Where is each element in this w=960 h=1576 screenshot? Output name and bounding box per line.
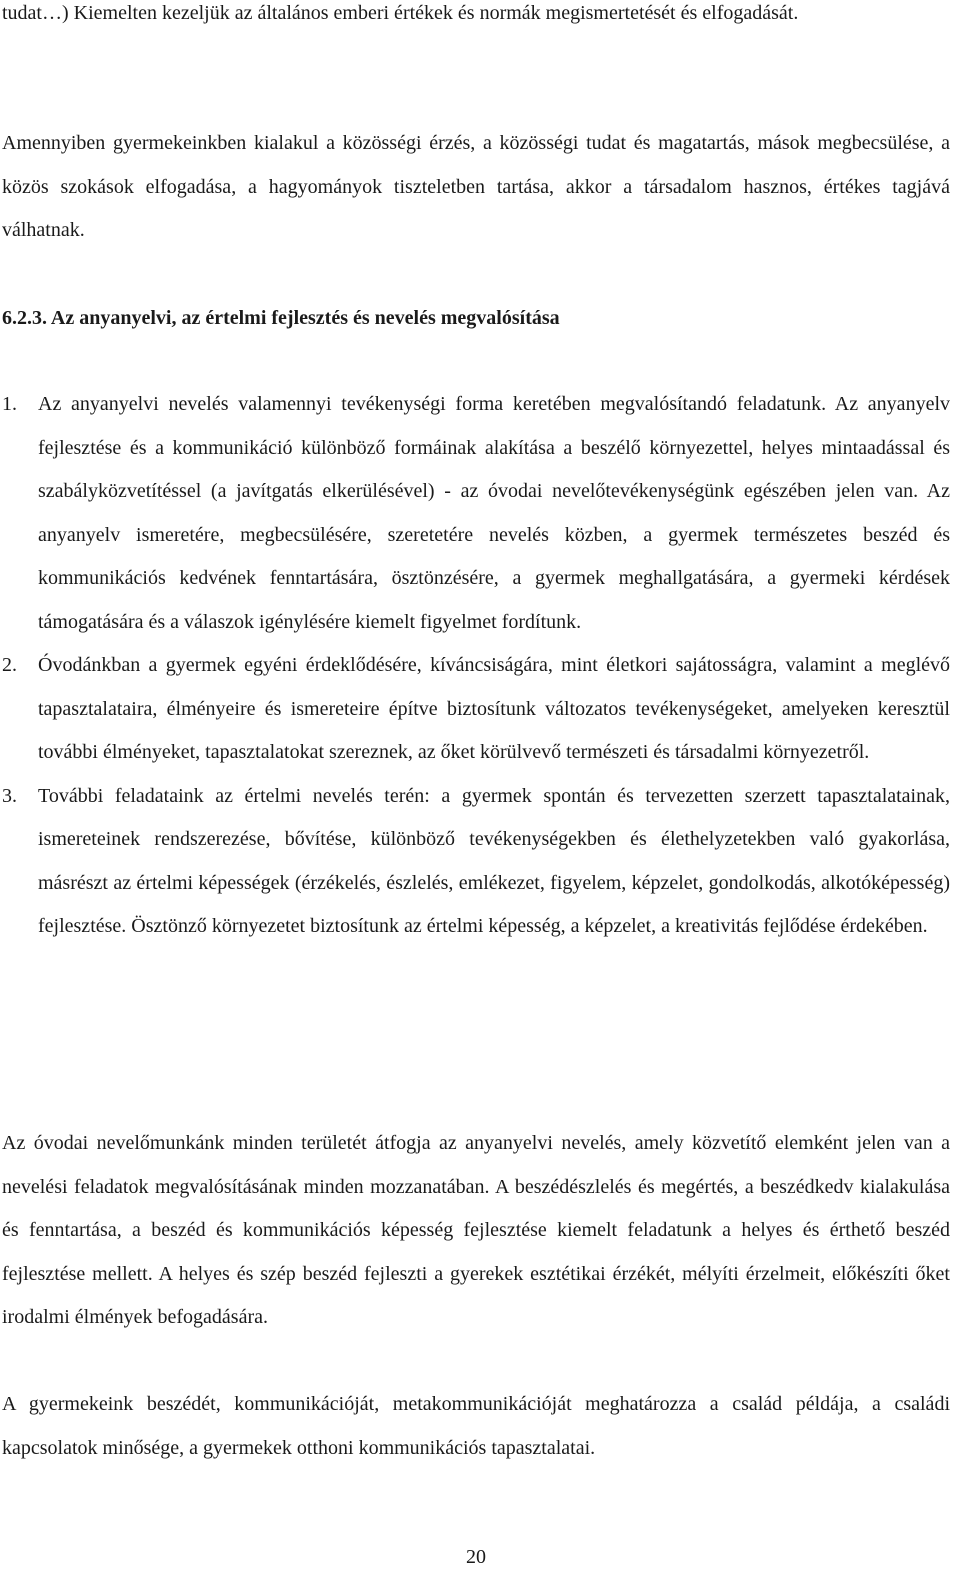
numbered-list bbox=[2, 383, 950, 949]
list-item-text: Óvodánkban a gyermek egyéni érdeklődésére, kíváncsiságára, mint életkori sajátosságra, valamint a meglévő tapasztalataira, élményeire és ismereteire építve biztosítunk változatos tevékenységeket, amelyeken keresztül további élményeket, tapasztalatokat szereznek, az őket körülvevő természeti és társadalmi környezetről. bbox=[38, 654, 950, 763]
intro-paragraph: tudat…) Kiemelten kezeljük az általános emberi értékek és normák megismertetését és elfogadását. bbox=[2, 2, 799, 24]
list-item-number: 2. bbox=[2, 654, 17, 676]
list-item bbox=[2, 775, 950, 949]
mother-tongue-paragraph: Az óvodai nevelőmunkánk minden területét átfogja az anyanyelvi nevelés, amely közvetítő elemként jelen van a nevelési feladatok megvalósításának minden mozzanatában. A beszédészlelés és megértés, a beszédkedv kialakulása és fenntartása, a beszéd és kommunikációs képesség fejlesztése kiemelt feladatunk a helyes és érthető beszéd fejlesztése mellett. A helyes és szép beszéd fejleszti a gyerekek esztétikai érzékét, mélyíti érzelmeit, előkészíti őket irodalmi élmények befogadására. bbox=[2, 1132, 950, 1328]
list-item-text: További feladataink az értelmi nevelés terén: a gyermek spontán és tervezetten szerzett tapasztalatainak, ismereteinek rendszerezése, bővítése, különböző tevékenységekben és élethelyzetekben való gyakorlása, másrészt az értelmi képességek (érzékelés, észlelés, emlékezet, figyelem, képzelet, gondolkodás, alkotóképesség) fejlesztése. Ösztönző környezetet biztosítunk az értelmi képesség, a képzelet, a kreativitás fejlődése érdekében. bbox=[38, 784, 950, 937]
page-number: 20 bbox=[466, 1546, 486, 1568]
list-item-text: Az anyanyelvi nevelés valamennyi tevékenységi forma keretében megvalósítandó feladatunk. Az anyanyelv fejlesztése és a kommunikáció különböző formáinak alakítása a beszélő környezettel, helyes mintaadással és szabályközvetítéssel (a javítgatás elkerülésével) - az óvodai nevelőtevékenységünk egészében jelen van. Az anyanyelv ismeretére, megbecsülésére, szeretetére nevelés közben, a gyermek természetes beszéd és kommunikációs kedvének fenntartására, ösztönzésére, a gyermek meghallgatására, a gyermeki kérdések támogatására és a válaszok igénylésére kiemelt figyelmet fordítunk. bbox=[38, 393, 950, 633]
section-heading: 6.2.3. Az anyanyelvi, az értelmi fejlesztés és nevelés megvalósítása bbox=[2, 307, 560, 329]
list-item-number: 3. bbox=[2, 784, 17, 807]
community-paragraph: Amennyiben gyermekeinkben kialakul a közösségi érzés, a közösségi tudat és magatartás, mások megbecsülése, a közös szokások elfogadása, a hagyományok tiszteletben tartása, akkor a társadalom hasznos, értékes tagjává válhatnak. bbox=[2, 132, 950, 241]
list-item bbox=[2, 644, 950, 775]
list-item bbox=[2, 383, 950, 644]
family-paragraph: A gyermekeink beszédét, kommunikációját, metakommunikációját meghatározza a család példája, a családi kapcsolatok minősége, a gyermekek otthoni kommunikációs tapasztalatai. bbox=[2, 1393, 950, 1459]
list-item-number: 1. bbox=[2, 393, 17, 415]
